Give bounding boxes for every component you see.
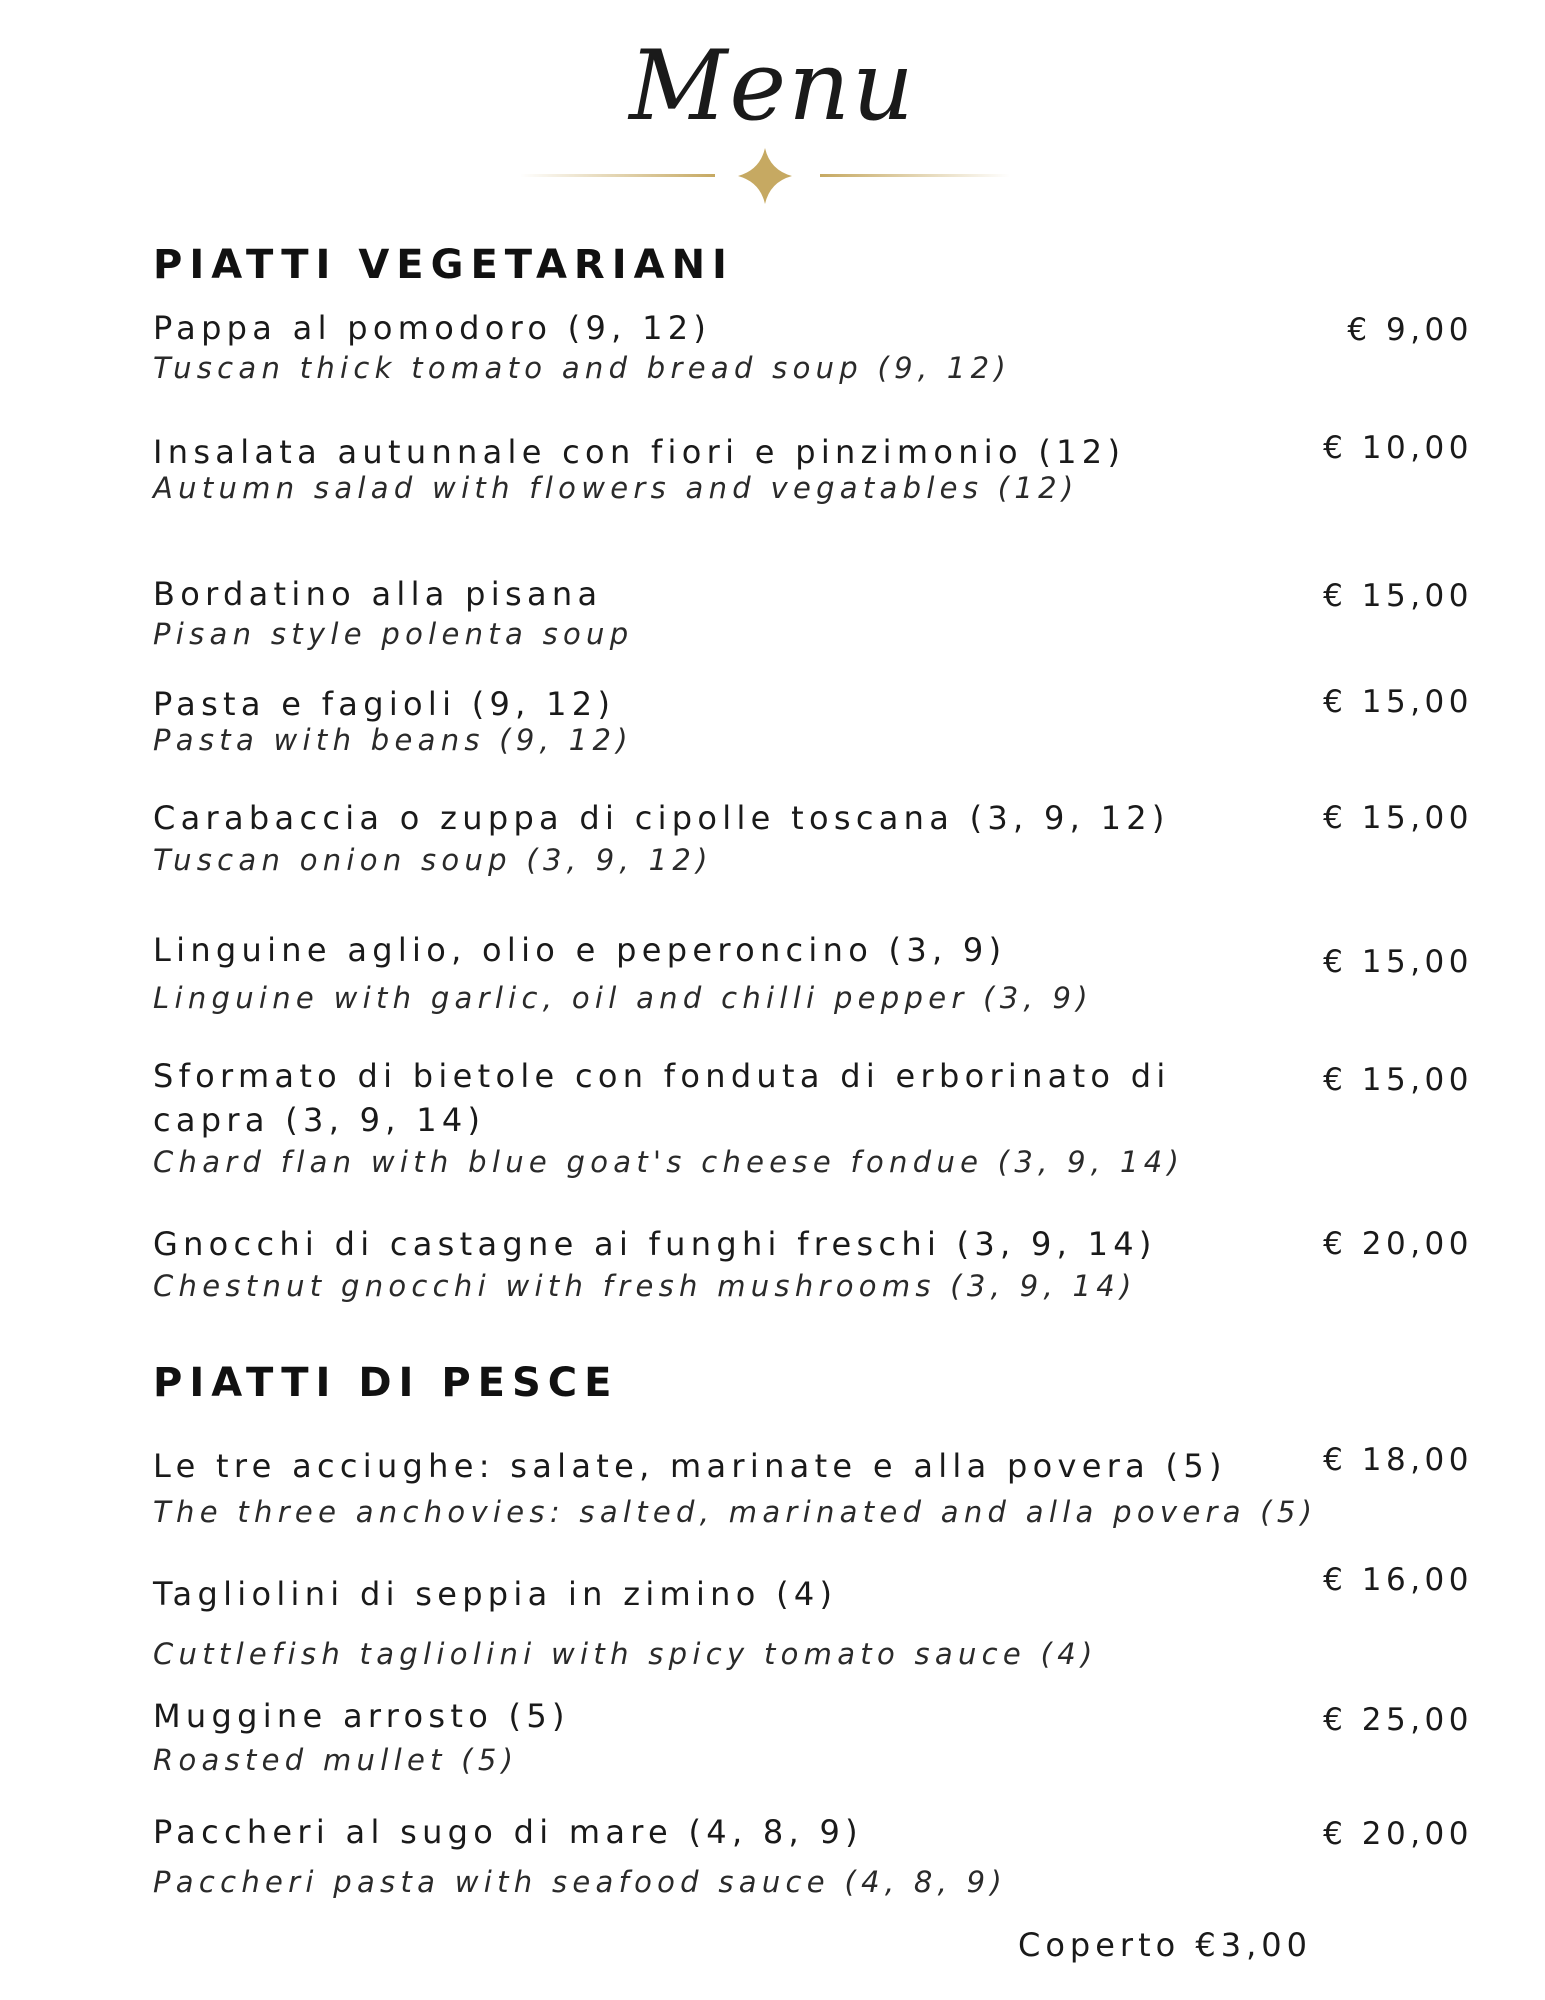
menu-item — [153, 682, 1483, 762]
item-name: Pasta e fagioli (9, 12) — [153, 685, 616, 723]
gold-star-divider-icon — [520, 148, 1010, 204]
section-title-fish: PIATTI DI PESCE — [153, 1360, 619, 1406]
coperto-charge: Coperto €3,00 — [1018, 1926, 1312, 1964]
menu-item — [153, 430, 1483, 510]
item-price: € 15,00 — [1323, 1062, 1473, 1098]
item-name: Pappa al pomodoro (9, 12) — [153, 309, 712, 347]
item-description: Chard flan with blue goat's cheese fondue (3, 9, 14) — [153, 1145, 1185, 1179]
item-name: Paccheri al sugo di mare (4, 8, 9) — [153, 1813, 863, 1851]
item-price: € 16,00 — [1323, 1562, 1473, 1598]
item-name: Tagliolini di seppia in zimino (4) — [153, 1575, 838, 1613]
item-name: Muggine arrosto (5) — [153, 1697, 570, 1735]
menu-item — [153, 928, 1483, 1020]
section-title-vegetarian: PIATTI VEGETARIANI — [153, 242, 734, 288]
menu-title: Menu — [629, 30, 916, 142]
item-price: € 10,00 — [1323, 430, 1473, 466]
menu-item — [153, 1810, 1483, 1904]
menu-item — [153, 1444, 1483, 1534]
menu-item — [153, 572, 1483, 656]
item-price: € 25,00 — [1323, 1702, 1473, 1738]
item-description: Roasted mullet (5) — [153, 1743, 519, 1777]
item-description: Pasta with beans (9, 12) — [153, 723, 633, 757]
item-description: Linguine with garlic, oil and chilli pepper (3, 9) — [153, 981, 1093, 1015]
item-price: € 20,00 — [1323, 1226, 1473, 1262]
item-description: Chestnut gnocchi with fresh mushrooms (3, 9, 14) — [153, 1269, 1137, 1303]
menu-item — [153, 1054, 1483, 1184]
item-name: Insalata autunnale con fiori e pinzimonio (12) — [153, 433, 1126, 471]
item-price: € 15,00 — [1323, 944, 1473, 980]
item-name: Carabaccia o zuppa di cipolle toscana (3, 9, 12) — [153, 799, 1170, 837]
item-price: € 15,00 — [1323, 684, 1473, 720]
menu-item — [153, 1694, 1483, 1782]
item-price: € 9,00 — [1347, 312, 1473, 348]
item-description: The three anchovies: salted, marinated and alla povera (5) — [153, 1495, 1318, 1529]
item-price: € 15,00 — [1323, 800, 1473, 836]
menu-item — [153, 306, 1483, 390]
menu-item — [153, 796, 1483, 882]
item-name: Bordatino alla pisana — [153, 575, 603, 613]
menu-item — [153, 1222, 1483, 1308]
item-description: Cuttlefish tagliolini with spicy tomato sauce (4) — [153, 1637, 1098, 1671]
menu-item — [153, 1572, 1483, 1676]
item-description: Tuscan onion soup (3, 9, 12) — [153, 843, 713, 877]
item-name: Linguine aglio, olio e peperoncino (3, 9) — [153, 931, 1007, 969]
item-name: Le tre acciughe: salate, marinate e alla povera (5) — [153, 1447, 1227, 1485]
item-description: Tuscan thick tomato and bread soup (9, 12) — [153, 351, 1012, 385]
item-price: € 20,00 — [1323, 1816, 1473, 1852]
item-description: Autumn salad with flowers and vegatables (12) — [153, 471, 1079, 505]
item-name: Gnocchi di castagne ai funghi freschi (3, 9, 14) — [153, 1225, 1157, 1263]
item-price: € 18,00 — [1323, 1442, 1473, 1478]
item-name: Sformato di bietole con fonduta di erborinato di capra (3, 9, 14) — [153, 1057, 1171, 1139]
item-description: Paccheri pasta with seafood sauce (4, 8, 9) — [153, 1865, 1008, 1899]
item-description: Pisan style polenta soup — [153, 617, 634, 651]
item-price: € 15,00 — [1323, 578, 1473, 614]
